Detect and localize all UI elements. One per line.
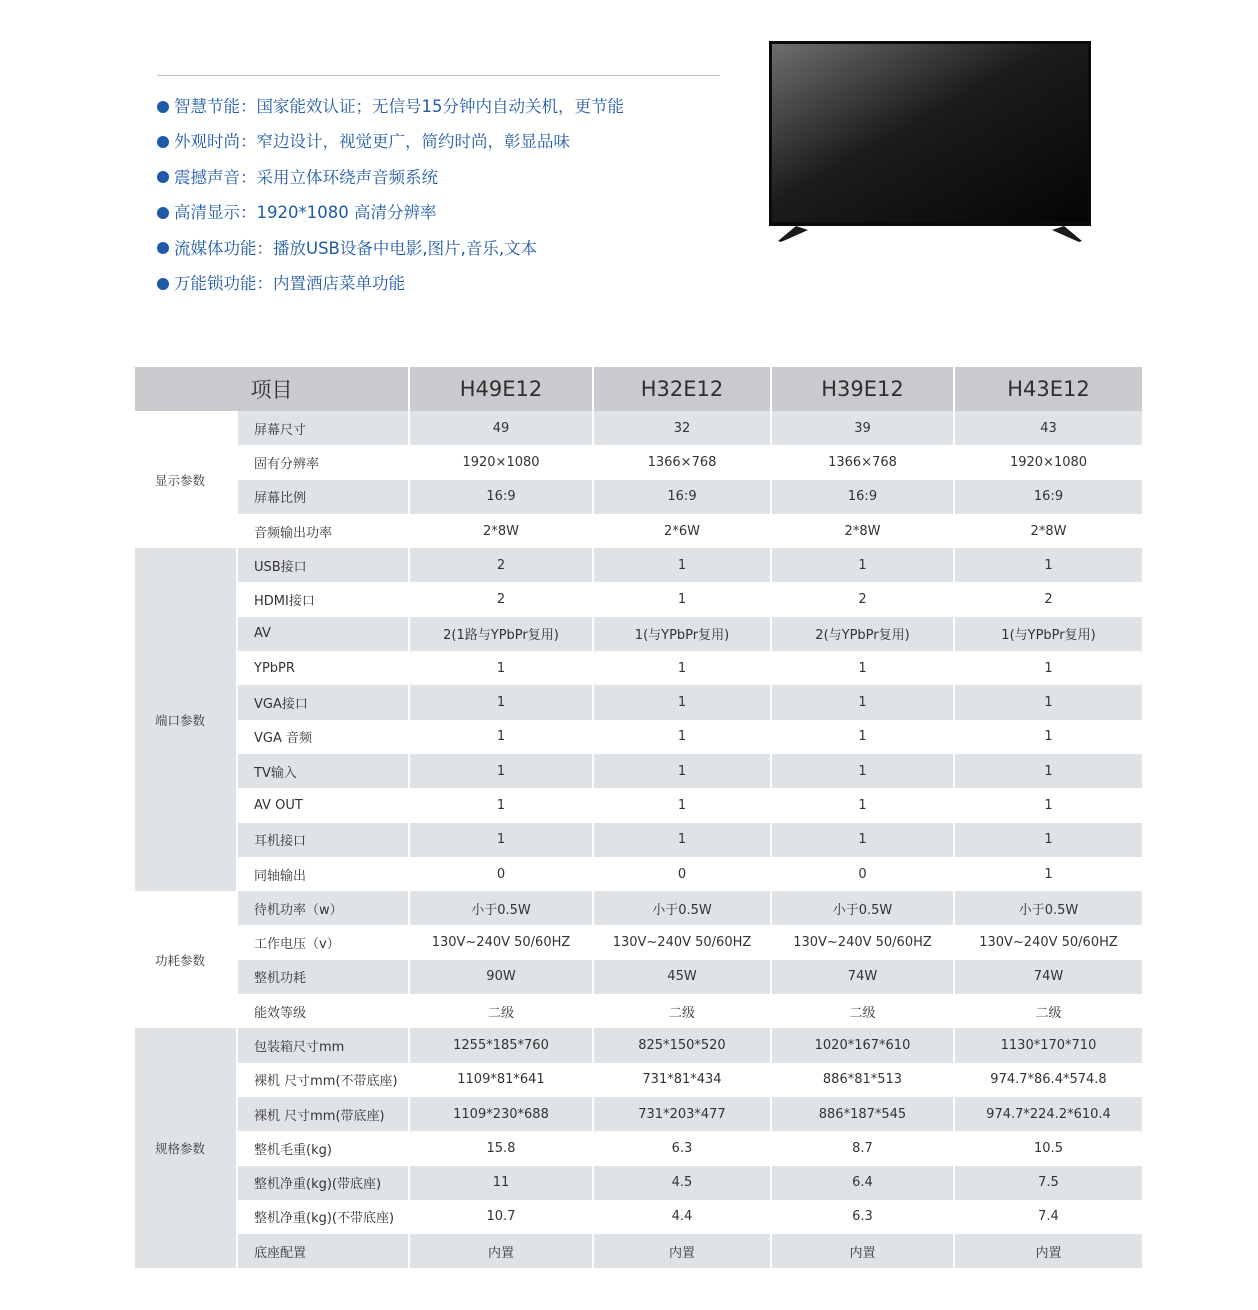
value-cell: 45W [593, 960, 771, 994]
header-divider [157, 75, 720, 76]
bullet-icon [157, 136, 169, 148]
value-cell: 1 [1044, 660, 1053, 676]
param-name-cell: VGA接口 [237, 685, 409, 719]
value-cell: 1 [409, 823, 593, 857]
value-cell: 43 [954, 411, 1142, 445]
param-name-cell: 裸机 尺寸mm(带底座) [237, 1097, 409, 1131]
bullet-icon [157, 101, 169, 113]
value-cell: 74W [771, 960, 954, 994]
value-cell: 16:9 [409, 480, 593, 514]
param-name-cell: 音频输出功率 [237, 514, 409, 548]
value-cell: 1255*185*760 [409, 1028, 593, 1062]
value-cell: 10.7 [409, 1200, 593, 1234]
value-cell: 1366×768 [593, 445, 771, 479]
value-cell: 1366×768 [771, 445, 954, 479]
value-cell: 886*81*513 [771, 1063, 954, 1097]
table-row [135, 617, 1142, 651]
value-cell: 886*187*545 [771, 1097, 954, 1131]
spec-table [135, 367, 1142, 1268]
category-cell: 功耗参数 [135, 891, 237, 1028]
value-cell: 1(与YPbPr复用) [593, 617, 771, 651]
value-cell: 1 [593, 788, 771, 822]
value-cell: 2(1路与YPbPr复用) [409, 617, 593, 651]
value-cell: 1 [771, 788, 954, 822]
value-cell: 1 [409, 754, 593, 788]
table-row [135, 720, 1142, 754]
value-cell: 二级 [771, 994, 954, 1028]
value-cell: 825*150*520 [593, 1028, 771, 1062]
table-row [135, 1166, 1142, 1200]
value-cell: 1 [771, 548, 954, 582]
param-name-cell: USB接口 [237, 548, 409, 582]
value-cell: 1 [409, 685, 593, 719]
value-cell: 1 [409, 720, 593, 754]
bullet-icon [157, 242, 169, 254]
value-cell: 974.7*224.2*610.4 [954, 1097, 1142, 1131]
value-cell: 1 [771, 685, 954, 719]
param-name-cell: 能效等级 [237, 994, 409, 1028]
value-cell: 7.5 [954, 1166, 1142, 1200]
table-row [135, 651, 1142, 685]
value-cell: 1 [954, 685, 1142, 719]
value-cell: 二级 [1035, 1005, 1062, 1021]
value-cell: 二级 [593, 994, 771, 1028]
header-model: H49E12 [409, 367, 593, 411]
feature-list [157, 89, 624, 301]
value-cell: 6.4 [771, 1166, 954, 1200]
param-name-cell: 底座配置 [237, 1234, 409, 1268]
value-cell: 16:9 [954, 480, 1142, 514]
value-cell: 2*6W [593, 514, 771, 548]
value-cell: 2 [409, 548, 593, 582]
bullet-icon [157, 171, 169, 183]
value-cell: 1 [771, 720, 954, 754]
param-name-cell: 固有分辨率 [237, 445, 409, 479]
feature-item: 震撼声音：采用立体环绕声音频系统 [157, 160, 624, 195]
bullet-icon [157, 278, 169, 290]
param-name-cell: 整机功耗 [237, 960, 409, 994]
value-cell: 16:9 [771, 480, 954, 514]
feature-item: 万能锁功能：内置酒店菜单功能 [157, 266, 624, 301]
table-row [135, 1234, 1142, 1268]
feature-item: 智慧节能：国家能效认证；无信号15分钟内自动关机，更节能 [157, 89, 624, 124]
value-cell: 1 [409, 788, 593, 822]
value-cell: 49 [409, 411, 593, 445]
value-cell: 4.4 [593, 1200, 771, 1234]
table-row [135, 480, 1142, 514]
value-cell: 内置 [409, 1234, 593, 1268]
table-row [135, 1097, 1142, 1131]
value-cell: 1 [954, 823, 1142, 857]
param-name-cell: 屏幕比例 [237, 480, 409, 514]
value-cell: 2 [1044, 592, 1053, 608]
value-cell: 130V~240V 50/60HZ [979, 935, 1118, 951]
tv-product-image [768, 40, 1092, 245]
value-cell: 6.3 [593, 1131, 771, 1165]
value-cell: 1 [954, 548, 1142, 582]
param-name-cell: HDMI接口 [237, 582, 409, 616]
value-cell: 1109*81*641 [409, 1063, 593, 1097]
table-row [135, 411, 1142, 445]
value-cell: 小于0.5W [593, 891, 771, 925]
value-cell: 1 [771, 823, 954, 857]
value-cell: 2 [409, 582, 593, 616]
table-row [135, 1028, 1142, 1062]
table-row [135, 445, 1142, 479]
value-cell: 16:9 [593, 480, 771, 514]
table-header-row [135, 367, 1142, 411]
param-name-cell: 裸机 尺寸mm(不带底座) [237, 1063, 409, 1097]
value-cell: 32 [593, 411, 771, 445]
value-cell: 1(与YPbPr复用) [954, 617, 1142, 651]
table-row [135, 1131, 1142, 1165]
param-name-cell: 整机毛重(kg) [237, 1131, 409, 1165]
value-cell: 974.7*86.4*574.8 [990, 1072, 1107, 1088]
value-cell: 0 [593, 857, 771, 891]
bullet-icon [157, 207, 169, 219]
value-cell: 内置 [954, 1234, 1142, 1268]
value-cell: 1 [1044, 866, 1053, 882]
value-cell: 1109*230*688 [409, 1097, 593, 1131]
table-row [135, 823, 1142, 857]
value-cell: 8.7 [771, 1131, 954, 1165]
value-cell: 10.5 [1034, 1140, 1063, 1156]
value-cell: 小于0.5W [409, 891, 593, 925]
value-cell: 130V~240V 50/60HZ [409, 925, 593, 959]
param-name-cell: AV OUT [237, 788, 409, 822]
table-row [135, 1200, 1142, 1234]
feature-item: 流媒体功能：播放USB设备中电影,图片,音乐,文本 [157, 231, 624, 266]
value-cell: 2*8W [771, 514, 954, 548]
value-cell: 内置 [771, 1234, 954, 1268]
category-cell: 端口参数 [135, 548, 237, 891]
param-name-cell: 整机净重(kg)(不带底座) [237, 1200, 409, 1234]
header-model: H43E12 [954, 367, 1142, 411]
table-row [135, 788, 1142, 822]
param-name-cell: VGA 音频 [237, 720, 409, 754]
feature-item: 高清显示：1920*1080 高清分辨率 [157, 195, 624, 230]
value-cell: 731*81*434 [593, 1063, 771, 1097]
value-cell: 4.5 [593, 1166, 771, 1200]
value-cell: 1 [593, 685, 771, 719]
value-cell: 1 [593, 823, 771, 857]
param-name-cell: 耳机接口 [237, 823, 409, 857]
value-cell: 1 [771, 754, 954, 788]
value-cell: 1 [593, 754, 771, 788]
value-cell: 7.4 [1038, 1209, 1059, 1225]
value-cell: 1 [1044, 797, 1053, 813]
table-row [135, 1063, 1142, 1097]
feature-item: 外观时尚：窄边设计，视觉更广，简约时尚，彰显品味 [157, 124, 624, 159]
spec-body [135, 411, 1142, 1268]
value-cell: 1 [593, 720, 771, 754]
value-cell: 130V~240V 50/60HZ [593, 925, 771, 959]
value-cell: 1 [409, 651, 593, 685]
value-cell: 小于0.5W [771, 891, 954, 925]
value-cell: 1 [593, 548, 771, 582]
value-cell: 1 [593, 582, 771, 616]
param-name-cell: 屏幕尺寸 [237, 411, 409, 445]
value-cell: 2*8W [1030, 523, 1067, 539]
value-cell: 1 [771, 651, 954, 685]
value-cell: 2 [771, 582, 954, 616]
table-row [135, 754, 1142, 788]
value-cell: 1130*170*710 [954, 1028, 1142, 1062]
category-cell: 显示参数 [135, 411, 237, 548]
value-cell: 2*8W [409, 514, 593, 548]
header-model: H32E12 [593, 367, 771, 411]
value-cell: 15.8 [409, 1131, 593, 1165]
param-name-cell: TV输入 [237, 754, 409, 788]
category-cell: 规格参数 [135, 1028, 237, 1268]
value-cell: 731*203*477 [593, 1097, 771, 1131]
value-cell: 1920×1080 [1009, 454, 1088, 470]
table-row [135, 960, 1142, 994]
value-cell: 1 [593, 651, 771, 685]
value-cell: 二级 [409, 994, 593, 1028]
value-cell: 0 [409, 857, 593, 891]
header-item: 项目 [135, 367, 409, 411]
header-model: H39E12 [771, 367, 954, 411]
value-cell: 1 [954, 754, 1142, 788]
param-name-cell: 待机功率（w） [237, 891, 409, 925]
value-cell: 1020*167*610 [771, 1028, 954, 1062]
value-cell: 6.3 [771, 1200, 954, 1234]
param-name-cell: 同轴输出 [237, 857, 409, 891]
value-cell: 1 [1044, 729, 1053, 745]
table-row [135, 514, 1142, 548]
table-row [135, 582, 1142, 616]
table-row [135, 548, 1142, 582]
value-cell: 130V~240V 50/60HZ [771, 925, 954, 959]
param-name-cell: YPbPR [237, 651, 409, 685]
value-cell: 74W [954, 960, 1142, 994]
param-name-cell: 包装箱尺寸mm [237, 1028, 409, 1062]
table-row [135, 685, 1142, 719]
value-cell: 11 [409, 1166, 593, 1200]
table-row [135, 925, 1142, 959]
value-cell: 39 [771, 411, 954, 445]
table-row [135, 994, 1142, 1028]
param-name-cell: 工作电压（v） [237, 925, 409, 959]
param-name-cell: 整机净重(kg)(带底座) [237, 1166, 409, 1200]
table-row [135, 857, 1142, 891]
value-cell: 1920×1080 [409, 445, 593, 479]
value-cell: 90W [409, 960, 593, 994]
value-cell: 内置 [593, 1234, 771, 1268]
table-row [135, 891, 1142, 925]
value-cell: 小于0.5W [954, 891, 1142, 925]
value-cell: 0 [771, 857, 954, 891]
param-name-cell: AV [237, 617, 409, 651]
value-cell: 2(与YPbPr复用) [771, 617, 954, 651]
